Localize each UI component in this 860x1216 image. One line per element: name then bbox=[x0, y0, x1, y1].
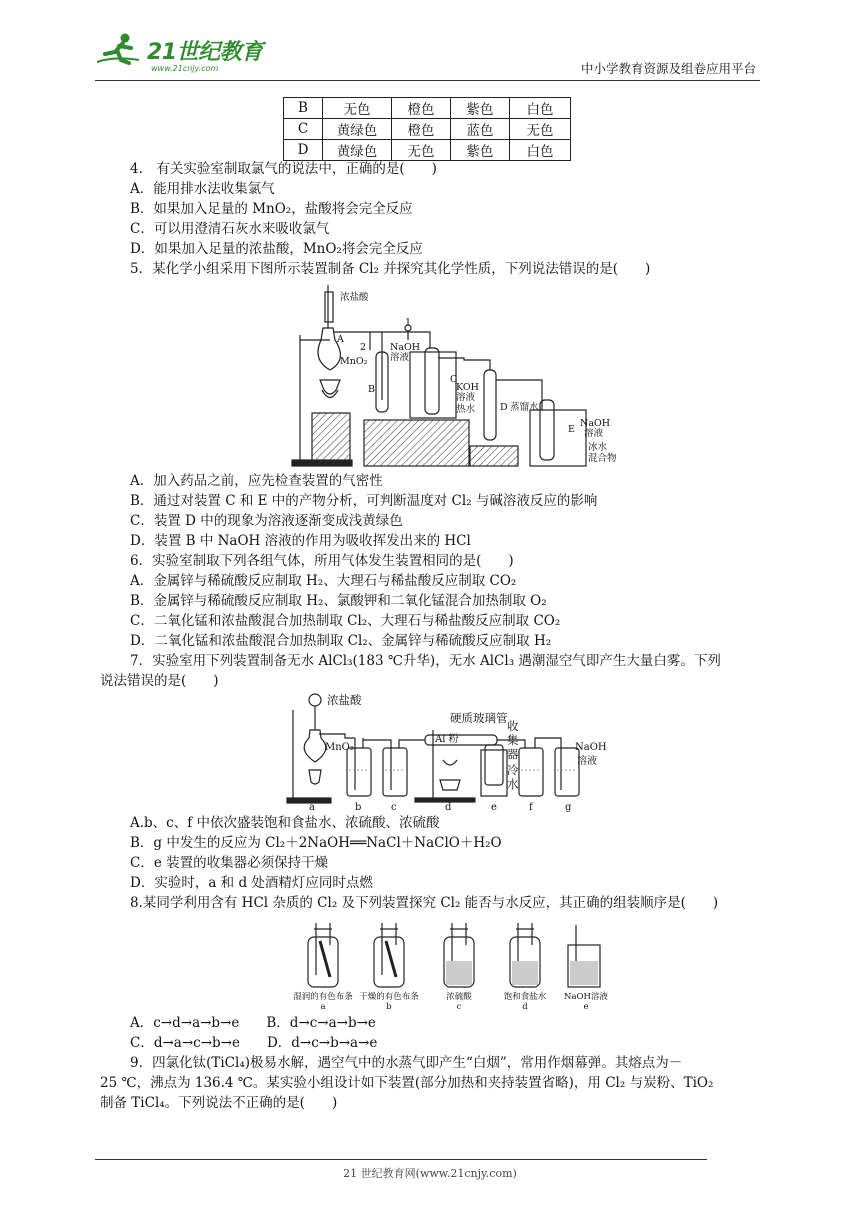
question-9-stem-cont: 25 ℃，沸点为 136.4 ℃。某实验小组设计如下装置(部分加热和夹持装置省略)，用 Cl₂ 与炭粉、TiO₂ bbox=[100, 1075, 714, 1091]
fig7-letter: c bbox=[391, 802, 397, 812]
fig7-letter: d bbox=[445, 802, 452, 812]
fig8-label: 干燥的有色布条 bbox=[359, 992, 419, 1002]
table-cell: 橙色 bbox=[392, 98, 451, 119]
footer-divider bbox=[95, 1159, 707, 1160]
fig7-label: 集 bbox=[507, 733, 519, 747]
figure-q7-apparatus bbox=[285, 690, 615, 812]
fig7-label: NaOH bbox=[575, 742, 607, 753]
fig5-label: 冰水 bbox=[588, 442, 608, 453]
question-6-stem: 6．实验室制取下列各组气体，所用气体发生装置相同的是( ) bbox=[130, 553, 514, 569]
fig7-label: 收 bbox=[507, 719, 519, 733]
fig7-label: 溶液 bbox=[577, 756, 597, 767]
fig5-label: 浓盐酸 bbox=[340, 292, 369, 303]
fig8-label: 饱和食盐水 bbox=[503, 992, 547, 1002]
fig7-letter: e bbox=[491, 802, 497, 812]
option-text: D．装置 B 中 NaOH 溶液的作用为吸收挥发出来的 HCl bbox=[130, 533, 471, 549]
figure-q8-bottles bbox=[290, 915, 620, 1010]
fig5-label: KOH bbox=[456, 382, 479, 393]
question-5-stem: 5．某化学小组采用下图所示装置制备 Cl₂ 并探究其化学性质，下列说法错误的是( ) bbox=[130, 261, 651, 277]
fig5-label: 混合物 bbox=[588, 453, 617, 464]
fig7-label: 冷 bbox=[507, 763, 519, 777]
option-text: C．装置 D 中的现象为溶液逐渐变成浅黄绿色 bbox=[130, 513, 403, 529]
option-text: C．二氧化锰和浓盐酸混合加热制取 Cl₂、大理石与稀盐酸反应制取 CO₂ bbox=[130, 613, 561, 629]
option-text: B．如果加入足量的 MnO₂，盐酸将会完全反应 bbox=[130, 201, 413, 217]
question-8-stem: 8.某同学利用含有 HCl 杂质的 Cl₂ 及下列装置探究 Cl₂ 能否与水反应，其正确的组装顺序是( ) bbox=[130, 895, 719, 911]
fig5-label: MnO₂ bbox=[340, 356, 368, 367]
fig7-label: Al 粉 bbox=[435, 734, 459, 745]
question-7-stem: 7．实验室用下列装置制备无水 AlCl₃(183 ℃升华)，无水 AlCl₃ 遇潮湿空气即产生大量白雾。下列 bbox=[130, 653, 721, 669]
table-cell: D bbox=[284, 140, 323, 161]
option-text: A．加入药品之前，应先检查装置的气密性 bbox=[130, 473, 383, 489]
fig8-label: 浓硫酸 bbox=[446, 992, 472, 1002]
table-row bbox=[284, 98, 571, 119]
option-text: A．能用排水法收集氯气 bbox=[130, 181, 275, 197]
table-cell: 白色 bbox=[510, 140, 571, 161]
fig5-label: 溶液 bbox=[584, 428, 604, 439]
fig8-letter: e bbox=[583, 1002, 589, 1010]
fig5-label: 2 bbox=[360, 342, 367, 353]
fig7-label: 硬质玻璃管 bbox=[450, 711, 508, 725]
option-text: C．d→a→c→b→e D．d→c→b→a→e bbox=[130, 1035, 378, 1051]
option-text: A.b、c、f 中依次盛装饱和食盐水、浓硫酸、浓硫酸 bbox=[130, 815, 440, 831]
fig7-label: MnO₂ bbox=[325, 742, 354, 753]
fig5-label: 溶液 bbox=[390, 352, 410, 363]
question-4-stem: 4. 有关实验室制取氯气的说法中，正确的是( ) bbox=[130, 161, 437, 177]
fig7-label: 器 bbox=[507, 747, 519, 761]
logo-url: www.21cnjy.com bbox=[151, 64, 219, 73]
page-header bbox=[95, 30, 760, 81]
runner-logo-icon bbox=[95, 32, 145, 66]
option-text: D．实验时，a 和 d 处酒精灯应同时点燃 bbox=[130, 875, 373, 891]
option-text: A．金属锌与稀硫酸反应制取 H₂、大理石与稀盐酸反应制取 CO₂ bbox=[130, 573, 517, 589]
table-cell: 无色 bbox=[323, 98, 392, 119]
option-text: B．g 中发生的反应为 Cl₂＋2NaOH══NaCl＋NaClO＋H₂O bbox=[130, 835, 502, 851]
fig7-letter: f bbox=[529, 802, 533, 812]
option-text: C．可以用澄清石灰水来吸收氯气 bbox=[130, 221, 330, 237]
table-cell: 紫色 bbox=[451, 98, 510, 119]
option-text: D．如果加入足量的浓盐酸，MnO₂将会完全反应 bbox=[130, 241, 423, 257]
fig7-label: 水 bbox=[507, 777, 519, 791]
fig5-label: NaOH bbox=[580, 418, 611, 429]
fig7-label: 浓盐酸 bbox=[327, 693, 362, 707]
logo-text: 21世纪教育 bbox=[147, 40, 263, 65]
fig7-letter: g bbox=[565, 802, 572, 812]
option-table bbox=[283, 97, 571, 161]
table-row bbox=[284, 119, 571, 140]
table-cell: 黄绿色 bbox=[323, 119, 392, 140]
fig5-label: D bbox=[500, 402, 508, 413]
fig5-label: 1 bbox=[405, 317, 412, 328]
table-cell: B bbox=[284, 98, 323, 119]
question-9-stem-cont: 制备 TiCl₄。下列说法不正确的是( ) bbox=[100, 1095, 338, 1111]
fig8-label: 湿润的有色布条 bbox=[293, 992, 353, 1002]
fig5-label: C bbox=[450, 374, 458, 385]
table-cell: 黄绿色 bbox=[323, 140, 392, 161]
fig5-label: A bbox=[337, 334, 344, 345]
table-cell: 白色 bbox=[510, 98, 571, 119]
table-cell: 紫色 bbox=[451, 140, 510, 161]
fig7-letter: b bbox=[355, 802, 362, 812]
option-text: C．e 装置的收集器必须保持干燥 bbox=[130, 855, 329, 871]
question-9-stem: 9．四氯化钛(TiCl₄)极易水解，遇空气中的水蒸气即产生“白烟”，常用作烟幕弹。其熔点为－ bbox=[130, 1055, 683, 1071]
question-7-stem-cont: 说法错误的是( ) bbox=[100, 673, 219, 689]
fig8-letter: a bbox=[320, 1002, 326, 1010]
fig7-letter: a bbox=[309, 802, 315, 812]
fig5-label: 蒸馏水 bbox=[510, 402, 539, 413]
table-cell: C bbox=[284, 119, 323, 140]
option-text: B．通过对装置 C 和 E 中的产物分析，可判断温度对 Cl₂ 与碱溶液反应的影响 bbox=[130, 493, 598, 509]
table-row bbox=[284, 140, 571, 161]
figure-q5-apparatus bbox=[290, 280, 630, 470]
table-cell: 无色 bbox=[510, 119, 571, 140]
table-cell: 蓝色 bbox=[451, 119, 510, 140]
platform-name: 中小学教育资源及组卷应用平台 bbox=[580, 61, 756, 76]
fig5-label: B bbox=[368, 384, 375, 395]
option-text: B．金属锌与稀硫酸反应制取 H₂、氯酸钾和二氧化锰混合加热制取 O₂ bbox=[130, 593, 547, 609]
fig5-label: 溶液 bbox=[456, 392, 476, 403]
fig8-letter: d bbox=[522, 1002, 528, 1010]
logo bbox=[95, 32, 263, 66]
fig8-letter: c bbox=[456, 1002, 462, 1010]
fig5-label: NaOH bbox=[390, 342, 421, 353]
page-footer: 21 世纪教育网(www.21cnjy.com) bbox=[343, 1167, 517, 1180]
option-text: D．二氧化锰和浓盐酸混合加热制取 Cl₂、金属锌与稀硫酸反应制取 H₂ bbox=[130, 633, 552, 649]
fig5-label: E bbox=[568, 424, 575, 435]
fig5-label: 热水 bbox=[456, 404, 476, 415]
fig8-label: NaOH溶液 bbox=[564, 992, 608, 1002]
table-cell: 无色 bbox=[392, 140, 451, 161]
table-cell: 橙色 bbox=[392, 119, 451, 140]
fig8-letter: b bbox=[386, 1002, 392, 1010]
option-text: A．c→d→a→b→e B．d→c→a→b→e bbox=[130, 1015, 376, 1031]
